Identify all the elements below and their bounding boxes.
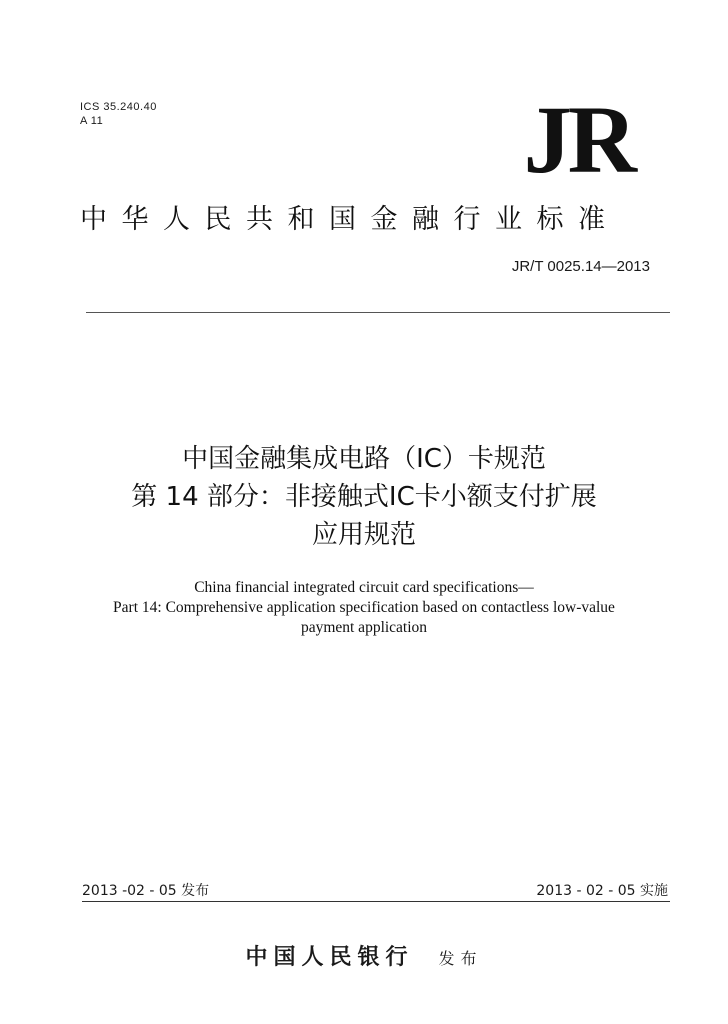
publisher-line xyxy=(0,940,728,971)
jr-logo: JR xyxy=(523,86,633,193)
chinese-title-line-3: 应用规范 xyxy=(311,520,416,550)
standard-code: JR/T 0025.14—2013 xyxy=(511,258,650,275)
classification-codes xyxy=(80,100,157,128)
chinese-title-line-2: 第 14 部分：非接触式IC卡小额支付扩展 xyxy=(131,482,597,512)
english-title xyxy=(0,578,728,638)
publisher-name: 中国人民银行 xyxy=(245,944,414,970)
header-divider xyxy=(86,312,670,313)
ccs-code: A 11 xyxy=(80,115,104,127)
footer-divider xyxy=(82,901,670,902)
release-date: 2013 -02 - 05 发布 xyxy=(82,883,210,899)
english-title-line-2: Part 14: Comprehensive application specification based on contactless low-value xyxy=(113,599,615,616)
publisher-action: 发布 xyxy=(438,949,483,968)
ics-code: ICS 35.240.40 xyxy=(80,101,157,113)
english-title-line-3: payment application xyxy=(300,619,428,636)
chinese-title-line-1: 中国金融集成电路（IC）卡规范 xyxy=(182,444,546,474)
implementation-date: 2013 - 02 - 05 实施 xyxy=(536,883,668,899)
chinese-title xyxy=(0,440,728,554)
standard-type-heading: 中华人民共和国金融行业标准 xyxy=(80,204,620,235)
english-title-line-1: China financial integrated circuit card specifications— xyxy=(194,579,534,596)
